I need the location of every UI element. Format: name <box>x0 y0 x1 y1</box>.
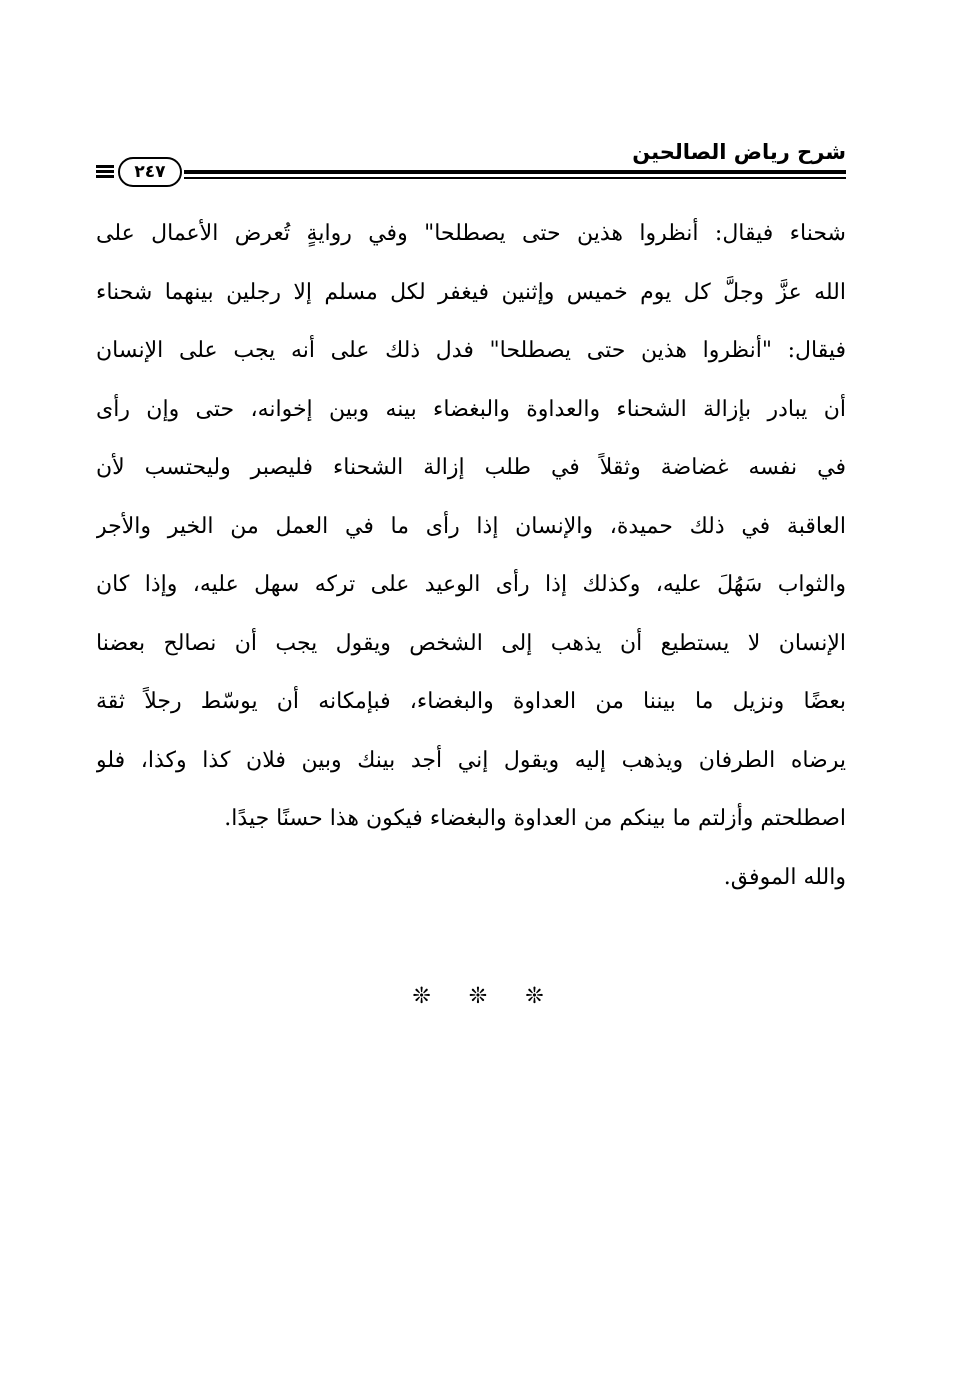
text-line: والثواب سَهُلَ عليه، وكذلك إذا رأى الوعيد على تركه سهل عليه، وإذا كان <box>96 572 846 597</box>
section-separator <box>0 982 956 1012</box>
text-line: يرضاه الطرفان ويذهب إليه ويقول إني أجد بينك وبين فلان كذا وكذا، فلو <box>96 747 846 773</box>
asterism-star-icon: ❊ <box>412 984 431 1009</box>
header-rule-thin <box>184 177 846 179</box>
asterism-star-icon: ❊ <box>468 984 488 1009</box>
header-end-mark-icon <box>96 165 114 179</box>
text-line: الله عزَّ وجلَّ كل يوم خميس وإثنين فيغفر لكل مسلم إلا رجلين بينهما شحناء <box>96 279 846 305</box>
text-line: الإنسان لا يستطيع أن يذهب إلى الشخص ويقول يجب أن نصالح بعضنا <box>96 630 846 656</box>
body-text <box>96 205 846 907</box>
header-rule-thick <box>184 170 846 174</box>
text-line: بعضًا ونزيل ما بيننا من العداوة والبغضاء، فبإمكانه أن يوسّط رجلاً ثقة <box>96 689 846 714</box>
text-line: في نفسه غضاضة وثقلاً في طلب إزالة الشحناء فليصبر وليحتسب لأن <box>96 455 846 480</box>
text-line: شحناء فيقال: أنظروا هذين حتى يصطلحا" وفي روايةٍ تُعرض الأعمال على <box>96 221 846 246</box>
running-header <box>96 136 846 192</box>
book-title: شرح رياض الصالحين <box>632 140 846 164</box>
asterism-star-icon: ❊ <box>525 984 544 1009</box>
page-number-badge <box>118 157 182 187</box>
text-line: فيقال: "أنظروا هذين حتى يصطلحا" فدل ذلك على أنه يجب على الإنسان <box>96 338 846 363</box>
text-line: أن يبادر بإزالة الشحناء والعداوة والبغضاء بينه وبين إخوانه، حتى وإن رأى <box>96 396 846 422</box>
text-line: العاقبة في ذلك حميدة، والإنسان إذا رأى ما في العمل من الخير والأجر <box>96 513 846 539</box>
text-line-closing: والله الموفق. <box>723 864 846 890</box>
text-line: اصطلحتم وأزلتم ما بينكم من العداوة والبغضاء فيكون هذا حسنًا جيدًا. <box>224 806 846 831</box>
page-number: ٢٤٧ <box>134 162 166 182</box>
